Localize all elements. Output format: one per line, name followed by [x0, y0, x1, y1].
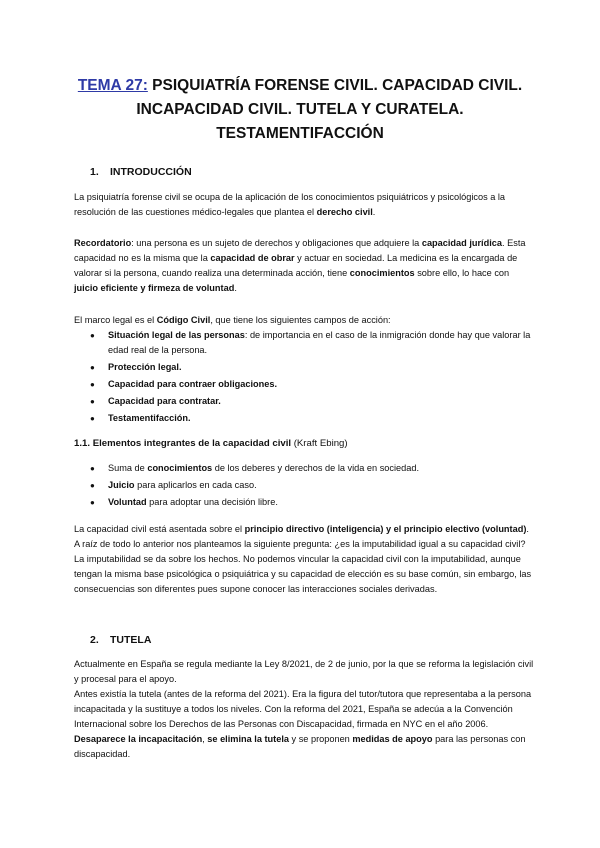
bold-text: derecho civil [316, 207, 373, 217]
section-number: 1. [90, 166, 99, 178]
list-item [90, 377, 540, 392]
list-item [90, 360, 540, 375]
document-title [40, 74, 560, 146]
text: : una persona es un sujeto de derechos y obligaciones que adquiere la [131, 238, 422, 248]
subsection-note: (Kraft Ebing) [291, 438, 348, 449]
bold-text: Desaparece la incapacitación [74, 734, 203, 744]
text: para aplicarlos en cada caso. [134, 480, 257, 490]
section-number: 2. [90, 634, 99, 646]
text: Actualmente en España se regula mediante la Ley 8/2021, de 2 de junio, por la que se reforma la legislación civil y procesal para el apoyo. [74, 659, 534, 684]
section-title: INTRODUCCIÓN [110, 166, 192, 178]
text: Antes existía la tutela (antes de la reforma del 2021). Era la figura del tutor/tutora que representaba a la persona incapacitada y la sustituye a todos los niveles. Con la reforma del 2021, España se adecúa a la Convención Internacional sobre los Derechos de las Personas con Discapacidad, firmada en NYC en el año 2006. [74, 689, 532, 729]
list-item [90, 394, 540, 409]
paragraph-recordatorio [74, 236, 534, 296]
subsection-number: 1.1. [74, 438, 91, 449]
text: , [202, 734, 208, 744]
section-1-heading [90, 166, 192, 178]
bold-text: principio directivo (inteligencia) y el principio electivo (voluntad) [244, 524, 527, 534]
subsection-title: Elementos integrantes de la capacidad civil [92, 438, 292, 449]
text: y se proponen [289, 734, 353, 744]
campos-accion-list [90, 328, 540, 428]
bold-text: Recordatorio [74, 238, 132, 248]
paragraph-ley [74, 657, 534, 687]
text: La psiquiatría forense civil se ocupa de la aplicación de los conocimientos psiquiátricos y psicológicos a la resolución de las cuestiones médico-legales que plantea el [74, 192, 506, 217]
title-line-3: TESTAMENTIFACCIÓN [216, 125, 384, 142]
section-2-heading [90, 634, 151, 646]
text: , que tiene los siguientes campos de acción: [210, 315, 391, 325]
paragraph-tutela [74, 687, 534, 762]
list-item [90, 461, 540, 476]
list-item [90, 495, 540, 510]
elementos-list [90, 461, 540, 512]
bold-text: Situación legal de las personas [108, 330, 245, 340]
text: El marco legal es el [74, 315, 157, 325]
text: para las personas con discapacidad. [74, 734, 526, 759]
bold-text: Protección legal. [108, 362, 182, 372]
title-line-1: PSIQUIATRÍA FORENSE CIVIL. CAPACIDAD CIVIL. [152, 77, 523, 94]
subsection-1-1-heading [74, 438, 348, 449]
text: y actuar en sociedad. La medicina es la encargada de valorar si la persona, cuando realiza una determinada acción, tiene [74, 253, 518, 278]
list-item [90, 478, 540, 493]
section-title: TUTELA [110, 634, 152, 646]
bold-text: Capacidad para contratar. [108, 396, 221, 406]
paragraph-intro [74, 190, 534, 220]
title-line-2: INCAPACIDAD CIVIL. TUTELA Y CURATELA. [136, 101, 464, 118]
bold-text: Código Civil [156, 315, 211, 325]
list-item [90, 328, 540, 358]
text: de los deberes y derechos de la vida en sociedad. [212, 463, 420, 473]
text: . [372, 207, 376, 217]
bold-text: conocimientos [349, 268, 415, 278]
bold-text: capacidad jurídica [421, 238, 502, 248]
bold-text: Juicio [108, 480, 135, 490]
text: . A raíz de todo lo anterior nos planteamos la siguiente pregunta: ¿es la imputabilidad igual a su capacidad civil? La imputabilidad se da sobre los hechos. No podemos vincular la capacidad civil con la imputabilidad, aunque tengan la misma base psicológica o psiquiátrica y su capacidad de elección es su base común, sin embargo, las consecuencias son diferentes pues supone conocer las interacciones sociales derivadas. [74, 524, 532, 594]
bold-text: Voluntad [108, 497, 147, 507]
text: La capacidad civil está asentada sobre el [74, 524, 245, 534]
bold-text: Capacidad para contraer obligaciones. [108, 379, 277, 389]
paragraph-marco-legal [74, 313, 534, 328]
bold-text: conocimientos [147, 463, 213, 473]
bold-text: se elimina la tutela [207, 734, 289, 744]
text: Suma de [108, 463, 148, 473]
text: . Esta capacidad no es la misma que la [74, 238, 526, 263]
text: : de importancia en el caso de la inmigración donde hay que valorar la edad real de la persona. [108, 330, 531, 355]
text: sobre ello, lo hace con [414, 268, 510, 278]
tema-label: TEMA 27: [77, 77, 148, 94]
bold-text: medidas de apoyo [352, 734, 433, 744]
text: . [234, 283, 237, 293]
paragraph-capacidad-civil [74, 522, 534, 597]
bold-text: juicio eficiente y firmeza de voluntad [74, 283, 235, 293]
bold-text: capacidad de obrar [210, 253, 295, 263]
list-item [90, 411, 540, 426]
bold-text: Testamentifacción. [108, 413, 191, 423]
text: para adoptar una decisión libre. [146, 497, 278, 507]
